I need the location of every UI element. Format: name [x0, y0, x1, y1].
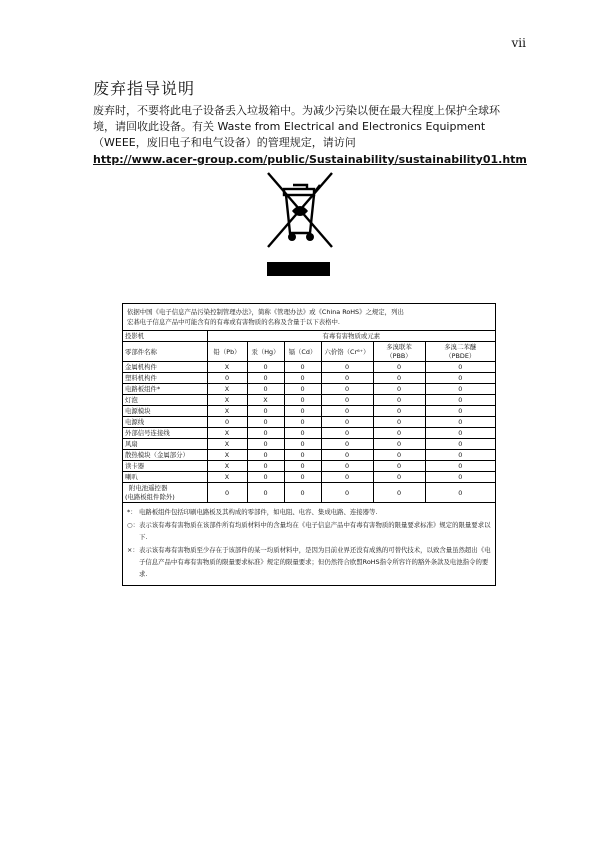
- table-cell: 0: [284, 428, 321, 439]
- table-cell: 0: [247, 362, 284, 373]
- table-cell: 0: [247, 384, 284, 395]
- table-cell: 0: [247, 461, 284, 472]
- rohs-header-line: 宏碁电子信息产品中可能含有的有毒或有害物质的名称及含量于以下表格中.: [127, 318, 340, 326]
- table-row: [123, 395, 495, 406]
- table-cell: 0: [284, 450, 321, 461]
- table-row-name: 读卡器: [123, 461, 207, 472]
- table-row-name: 塑料机构件: [123, 373, 207, 384]
- rohs-note: [127, 506, 491, 518]
- table-cell: 0: [284, 395, 321, 406]
- table-cell: X: [207, 362, 247, 373]
- rohs-rows: [123, 362, 495, 483]
- rohs-note-mark: *：: [127, 508, 137, 516]
- table-cell: 0: [373, 406, 425, 417]
- table-cell: 0: [321, 450, 373, 461]
- table-row: [123, 406, 495, 417]
- col-pb: 铅（Pb）: [207, 342, 247, 362]
- table-cell: X: [207, 439, 247, 450]
- table-cell: 0: [321, 428, 373, 439]
- table-row-name: 散热模块（金属部分）: [123, 450, 207, 461]
- table-cell: 0: [373, 395, 425, 406]
- table-cell: 0: [284, 472, 321, 483]
- table-cell: 0: [321, 362, 373, 373]
- table-row: [123, 362, 495, 373]
- last-row-name: 附电池遥控器: [129, 483, 168, 492]
- rohs-note-text: 电路板组件包括印刷电路板及其构成的零部件，如电阻、电容、集成电路、连接器等.: [139, 508, 378, 516]
- rohs-header-line: 依据中国《电子信息产品污染控制管理办法》，简称《管理办法》或《China RoHS》之规定，列出: [127, 308, 404, 316]
- table-cell: 0: [284, 417, 321, 428]
- table-cell: 0: [425, 428, 495, 439]
- col-part: 投影机: [123, 331, 207, 342]
- table-cell: 0: [373, 472, 425, 483]
- intro-paragraph: [93, 103, 533, 151]
- table-cell: 0: [373, 362, 425, 373]
- table-cell: 0: [425, 472, 495, 483]
- table-cell: X: [207, 406, 247, 417]
- table-cell: 0: [373, 373, 425, 384]
- table-cell: 0: [321, 417, 373, 428]
- intro-line: 境，请回收此设备。有关 Waste from Electrical and Electronics Equipment: [93, 120, 486, 133]
- col-hg: 汞（Hg）: [247, 342, 284, 362]
- intro-line: （WEEE，废旧电子和电气设备）的管理规定，请访问: [93, 136, 356, 149]
- table-cell: 0: [321, 461, 373, 472]
- table-cell: 0: [284, 439, 321, 450]
- rohs-note-mark: ○：: [127, 521, 139, 529]
- table-row-name: 外部信号连接线: [123, 428, 207, 439]
- table-row-name: 金属机构件: [123, 362, 207, 373]
- table-row-name: [123, 483, 207, 503]
- col-pbde-line: 多溴二苯醚: [444, 342, 477, 351]
- table-row-name: 电路板组件*: [123, 384, 207, 395]
- table-row-name: 电源模块: [123, 406, 207, 417]
- col-pbb-line: （PBB）: [386, 351, 412, 360]
- table-cell: 0: [247, 373, 284, 384]
- table-cell: 0: [425, 439, 495, 450]
- page-number: vii: [511, 36, 526, 50]
- rohs-note-text: 表示该有毒有害物质至少存在于该部件的某一均质材料中，是因为目前业界还没有成熟的可替代技术，以致含量虽然超出《电子信息产品中有毒有害物质的限量要求标准》规定的限量要求；但仍然符合欧盟RoHS指令所容许的豁外条款及电池指令的要求.: [139, 546, 491, 578]
- rohs-table-box: [122, 303, 496, 586]
- table-cell: 0: [321, 373, 373, 384]
- intro-line: 废弃时，不要将此电子设备丢入垃圾箱中。为减少污染以便在最大程度上保护全球环: [93, 104, 500, 117]
- crossed-out-wheelie-bin-icon: [260, 165, 340, 255]
- table-cell: 0: [373, 450, 425, 461]
- table-row: [123, 439, 495, 450]
- table-cell: 0: [425, 373, 495, 384]
- table-cell: X: [207, 461, 247, 472]
- table-cell: 0: [373, 417, 425, 428]
- col-pbde-line: （PBDE）: [445, 351, 476, 360]
- table-cell: 0: [425, 406, 495, 417]
- table-cell: 0: [247, 483, 284, 503]
- table-cell: 0: [247, 428, 284, 439]
- table-cell: 0: [425, 384, 495, 395]
- table-cell: 0: [373, 439, 425, 450]
- table-cell: 0: [207, 373, 247, 384]
- table-cell: 0: [321, 395, 373, 406]
- weee-bar: [267, 262, 330, 276]
- table-cell: 0: [373, 461, 425, 472]
- table-cell: 0: [247, 450, 284, 461]
- last-row-name: (电路板组件除外): [125, 492, 175, 501]
- table-cell: 0: [247, 417, 284, 428]
- table-row-name: 风扇: [123, 439, 207, 450]
- rohs-notes: [123, 503, 495, 585]
- table-cell: 0: [284, 483, 321, 503]
- table-row: [123, 428, 495, 439]
- table-cell: 0: [425, 483, 495, 503]
- rohs-note: [127, 544, 491, 580]
- rohs-table: [123, 331, 495, 503]
- table-cell: X: [207, 395, 247, 406]
- table-cell: 0: [425, 461, 495, 472]
- table-row: [123, 384, 495, 395]
- table-cell: 0: [284, 461, 321, 472]
- table-cell: X: [207, 428, 247, 439]
- page-title: 废弃指导说明: [93, 79, 196, 98]
- table-cell: X: [207, 450, 247, 461]
- table-cell: 0: [425, 395, 495, 406]
- col-cd: 镉（Cd）: [284, 342, 321, 362]
- sustainability-link[interactable]: http://www.acer-group.com/public/Sustainability/sustainability01.htm: [93, 153, 527, 166]
- table-cell: 0: [321, 384, 373, 395]
- table-cell: 0: [425, 450, 495, 461]
- table-cell: 0: [247, 406, 284, 417]
- table-row: [123, 461, 495, 472]
- table-cell: 0: [247, 472, 284, 483]
- table-cell: 0: [284, 406, 321, 417]
- rohs-note: [127, 519, 491, 543]
- table-row: [123, 417, 495, 428]
- table-cell: 0: [373, 483, 425, 503]
- table-cell: X: [247, 395, 284, 406]
- rohs-note-text: 表示该有毒有害物质在该部件所有均质材料中的含量均在《电子信息产品中有毒有害物质的限量要求标准》规定的限量要求以下.: [139, 521, 491, 541]
- table-row: [123, 472, 495, 483]
- table-cell: 0: [321, 472, 373, 483]
- table-row: [123, 450, 495, 461]
- table-cell: 0: [321, 406, 373, 417]
- table-cell: 0: [373, 384, 425, 395]
- table-row-name: 电源线: [123, 417, 207, 428]
- table-cell: 0: [373, 428, 425, 439]
- col-pbde: [425, 342, 495, 362]
- table-cell: 0: [284, 384, 321, 395]
- table-cell: 0: [207, 417, 247, 428]
- col-substances: 有毒有害物质或元素: [207, 331, 495, 342]
- table-cell: 0: [207, 483, 247, 503]
- table-cell: 0: [321, 483, 373, 503]
- table-row-name: 灯泡: [123, 395, 207, 406]
- table-cell: X: [207, 472, 247, 483]
- table-cell: 0: [284, 362, 321, 373]
- rohs-header: [123, 304, 495, 331]
- table-cell: 0: [425, 417, 495, 428]
- rohs-note-mark: ×：: [127, 546, 139, 554]
- table-cell: 0: [284, 373, 321, 384]
- table-row-name: 喇叭: [123, 472, 207, 483]
- table-cell: 0: [425, 362, 495, 373]
- table-cell: X: [207, 384, 247, 395]
- col-pbb-line: 多溴联苯: [386, 342, 412, 351]
- col-name: 零部件名称: [123, 342, 207, 362]
- col-pbb: [373, 342, 425, 362]
- table-cell: 0: [321, 439, 373, 450]
- table-cell: 0: [247, 439, 284, 450]
- col-cr: 六价铬（Cr⁶⁺）: [321, 342, 373, 362]
- table-row: [123, 373, 495, 384]
